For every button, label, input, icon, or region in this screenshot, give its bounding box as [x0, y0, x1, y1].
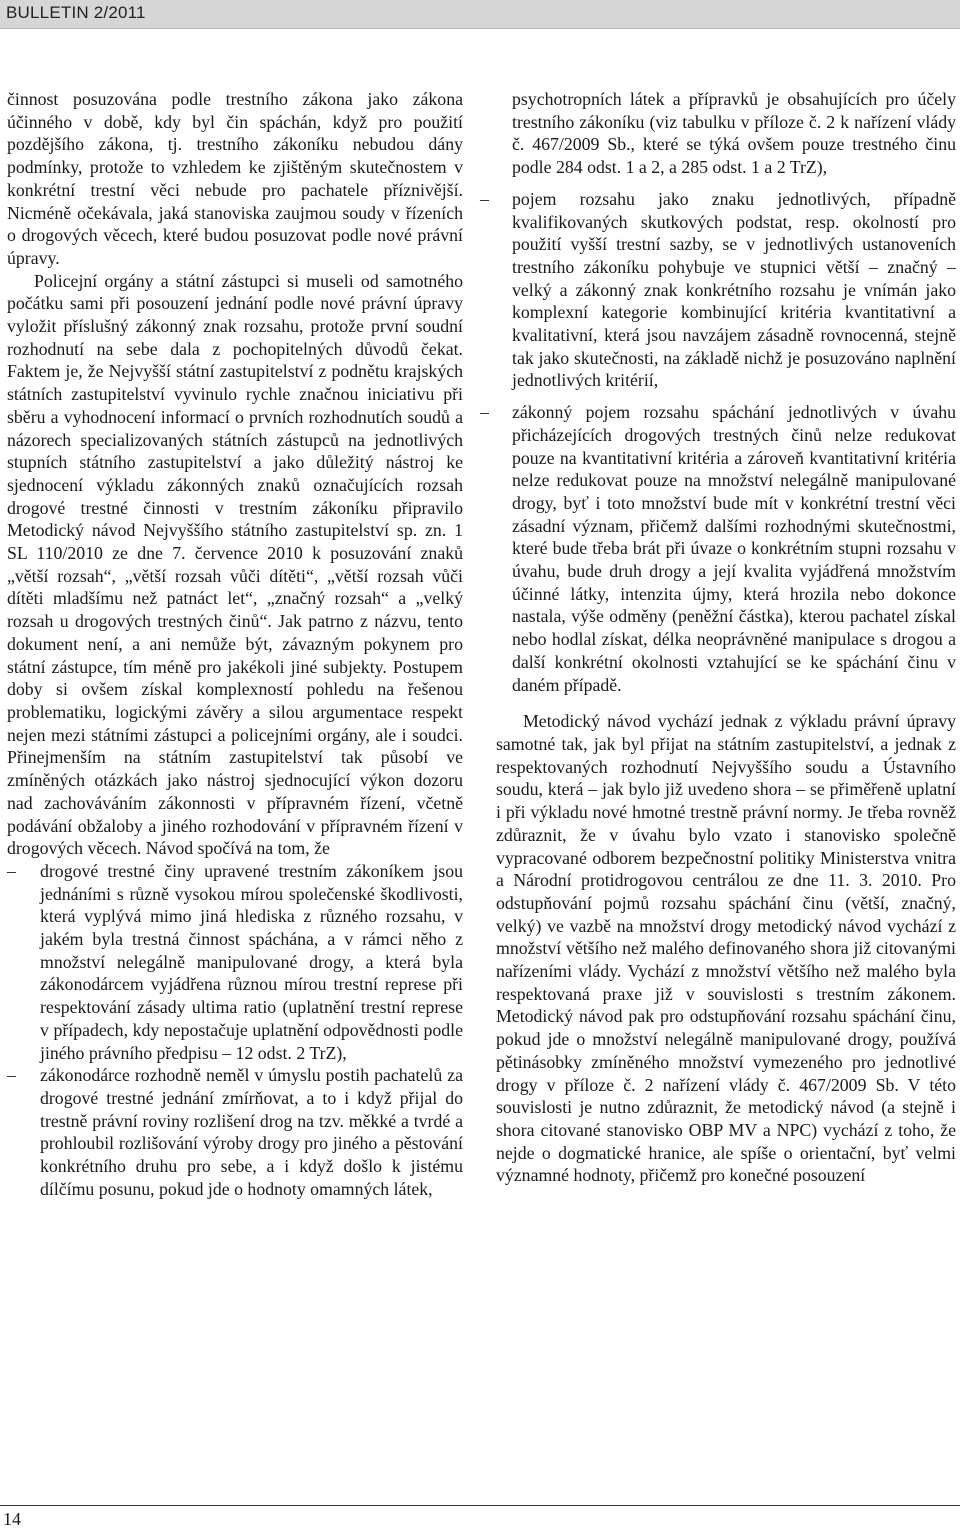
paragraph-3: Metodický návod vychází jednak z výkladu právní úpravy samotné tak, jak byl přijat na státním zastupitelství, a jednak z respektovaných rozhodnutí Nejvyššího soudu a Ústavního soudu, která – jak bylo již uvedeno shora – se přiměřeně uplatní i při výkladu nové hmotné trestně právní normy. Je třeba rovněž zdůraznit, že v úvahu bylo vzato i stanovisko společně vypracované odborem bezpečnostní politiky Ministerstva vnitra a Národní protidrogovou centrálou ze dne 11. 3. 2010. Pro odstupňování pojmů rozsahu spáchání činu (větší, značný, velký) ve vazbě na množství drogy metodický návod vychází z množství většího než malého definovaného shora již citovanými nařízeními vlády. Vychází z množství většího než malého byla respektovaná praxe již v souvislosti s trestním zákonem. Metodický návod pak pro odstupňování rozsahu spáchání činu, pokud jde o množství nelegálně manipulované drogy, používá pětinásobky zmíněného množství vymezeného pro jednotlivé drogy v příloze č. 2 nařízení vlády č. 467/2009 Sb. V této souvislosti je nutno zdůraznit, že metodický návod (a stejně i shora citované stanovisko OBP MV a NPC) vychází z toho, že nejde o dogmatické hranice, ale spíše o orientační, byť velmi významné hodnoty, přičemž pro konečné posouzení: [496, 711, 956, 1186]
dash-marker: –: [7, 860, 16, 881]
paragraph-2: Policejní orgány a státní zástupci si museli od samotného počátku sami při posouzení jednání podle nové právní úpravy vyložit příslušný zákonný znak rozsahu, protože první soudní rozhodnutí na sebe dala z pochopitelných důvodů čekat. Faktem je, že Nejvyšší státní zastupitelství z podnětu krajských státních zastupitelství vyvinulo rychle značnou iniciativu při sběru a vyhodnocení informací o prvních rozhodnutích soudů a názorech specializovaných státních zástupců na jednotlivých stupních státního zastupitelství a jako důležitý nástroj ke sjednocení výkladu zákonných znaků označujících rozsah drogové trestné činnosti v trestním zákoníku připravilo Metodický návod Nejvyššího státního zastupitelství sp. zn. 1 SL 110/2010 ze dne 7. července 2010 k posuzování znaků „větší rozsah“, „větší rozsah vůči dítěti“, „větší rozsah vůči dítěti mladšímu než patnáct let“, „značný rozsah“ a „velký rozsah u drogových trestných činů“. Jak patrno z názvu, tento dokument není, a ani nemůže být, závazným pokynem pro státní zástupce, tím méně pro jakékoli jiné subjekty. Postupem doby si ovšem získal komplexností pohledu na řešenou problematiku, logickými závěry a silou argumentace respekt nejen mezi státními zástupci a policejními orgány, ale i soudci. Přinejmenším na státním zastupitelství tak působí ve zmíněných otázkách jako nástroj sjednocující výkon dozoru nad zachováváním zákonnosti v přípravném řízení, včetně podávání obžaloby a jiného rozhodování v přípravném řízení v drogových věcech. Návod spočívá na tom, že: [7, 270, 463, 859]
list-item-continuation: psychotropních látek a přípravků je obsahujících pro účely trestního zákoníku (viz tabulku v příloze č. 2 k nařízení vlády č. 467/2009 Sb., které se týká ovšem pouze trestného činu podle 284 odst. 1 a 2, a 285 odst. 1 a 2 TrZ),: [512, 89, 956, 178]
list-item-text: drogové trestné činy upravené trestním zákoníkem jsou jednáními s různě vysokou mírou společenské škodlivosti, která vyplývá mimo jiná hlediska z různého rozsahu, v jakém byla trestná činnost spáchána, a v rámci něho z množství nelegálně manipulované drogy, a která byla zákonodárcem vyjádřena různou mírou trestní represe při respektování zásady ultima ratio (uplatnění trestní represe v případech, kdy nepostačuje uplatnění odpovědnosti podle jiného právního předpisu – 12 odst. 2 TrZ),: [40, 860, 463, 1063]
list-item: [7, 1064, 463, 1200]
list-item: [480, 188, 956, 392]
list-item-text: zákonný pojem rozsahu spáchání jednotlivých v úvahu přicházejících drogových trestných činů nelze redukovat pouze na kvantitativní kritéria a zároveň kvantitativní kritéria nelze redukovat pouze na množství nelegálně manipulované drogy, byť i toto množství bude mít v konkrétní trestní věci zásadní význam, přičemž dalšími rozhodnými skutečnostmi, které bude třeba brát při úvaze o konkrétním stupni rozsahu v úvahu, bude druh drogy a její kvalita vyjádřená množstvím účinné látky, intenzita újmy, která hrozila nebo dokonce nastala, výše odměny (peněžní částka), kterou pachatel získal nebo hodlal získat, délka neoprávněné manipulace s drogou a další konkrétní okolnosti vztahující se ke spáchání činu v daném případě.: [512, 402, 956, 695]
dash-marker: –: [7, 1065, 16, 1086]
footer-rule: [0, 1505, 960, 1506]
dash-marker: –: [480, 188, 489, 209]
running-header: [0, 0, 960, 29]
list-item-text: pojem rozsahu jako znaku jednotlivých, případně kvalifikovaných skutkových podstat, resp. okolností pro použití vyšší trestní sazby, se v jednotlivých ustanoveních trestního zákoníku pohybuje ve stupnici větší – značný – velký a zákonný znak konkrétního rozsahu je vnímán jako komplexní kategorie kombinující kritéria kvantitativní a kvalitativní, která jsou navzájem zásadně rovnocenná, stejně tak jako skutečnosti, na základě nichž je posuzováno naplnění jednotlivých kritérií,: [512, 188, 956, 391]
paragraph-1: činnost posuzována podle trestního zákona jako zákona účinného v době, kdy byl čin spáchán, když pro použití pozdějšího zákona, tj. trestního zákoníku nebudou dány podmínky, protože to vzhledem ke zjištěným skutečnostem v konkrétní trestní věci nebude pro pachatele příznivější. Nicméně očekávala, jaká stanoviska zaujmou soudy v řízeních o drogových věcech, které budou posuzovat podle nové právní úpravy.: [7, 89, 463, 268]
list-item: [480, 401, 956, 696]
bulletin-title: BULLETIN 2/2011: [6, 3, 146, 22]
left-column: [7, 88, 463, 1200]
list-item: [7, 860, 463, 1064]
dash-marker: –: [480, 402, 489, 423]
page-number: 14: [3, 1509, 21, 1529]
right-column: [480, 88, 956, 1187]
list-item-text: zákonodárce rozhodně neměl v úmyslu postih pachatelů za drogové trestné jednání zmírňovat, a to i když přijal do trestně právní roviny rozlišení drog na tzv. měkké a tvrdé a prohloubil rozlišování výroby drogy pro jiného a pěstování konkrétního druhu pro sebe, a i když došlo k jistému dílčímu posunu, pokud jde o hodnoty omamných látek,: [40, 1065, 463, 1199]
